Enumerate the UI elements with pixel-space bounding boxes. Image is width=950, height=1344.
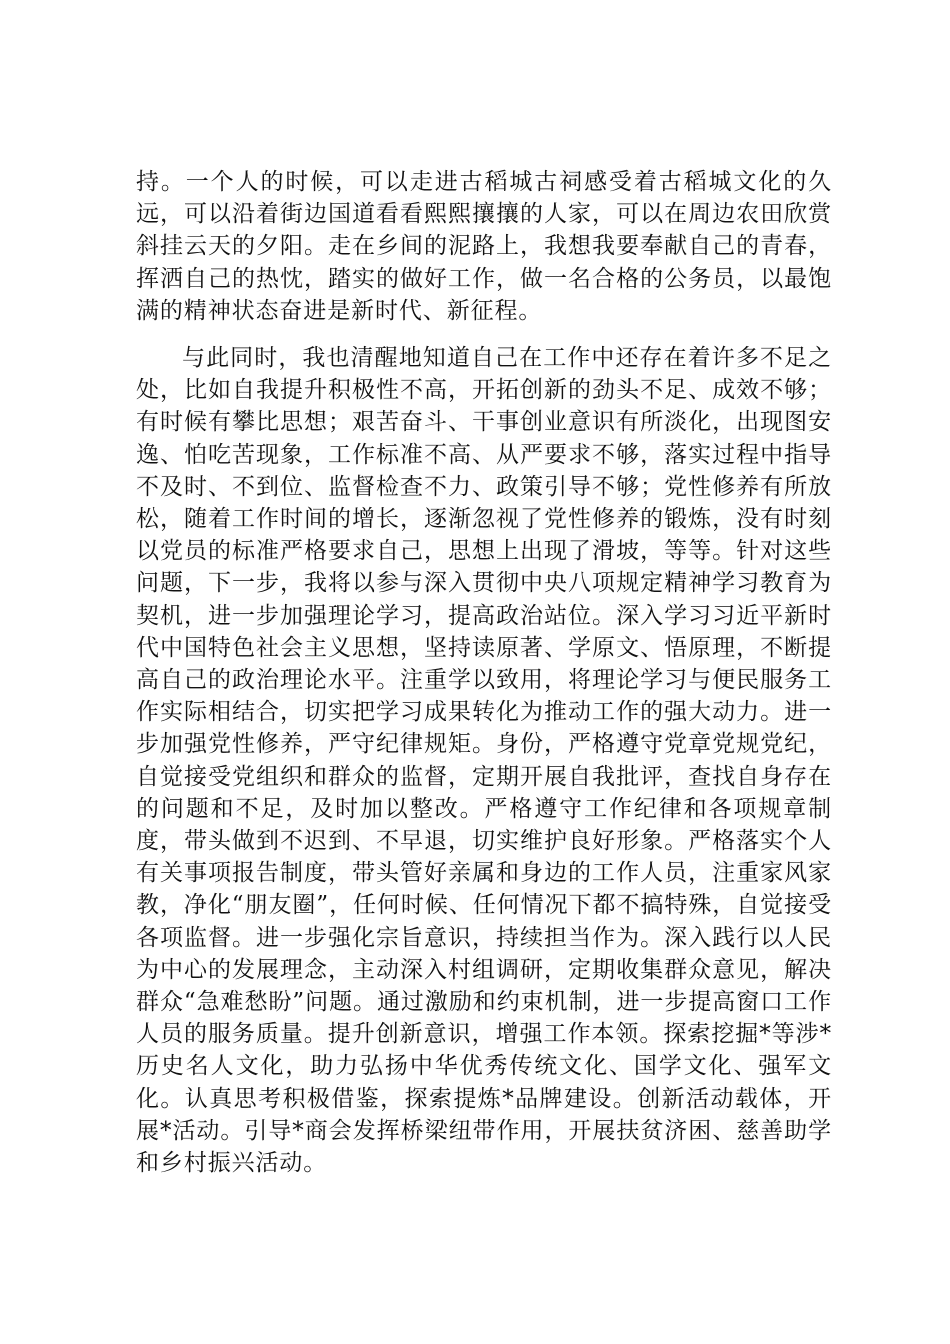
paragraph-main: 与此同时，我也清醒地知道自己在工作中还存在着许多不足之处，比如自我提升积极性不高，开拓创新的劲头不足、成效不够；有时候有攀比思想；艰苦奋斗、干事创业意识有所淡化，出现图安逸、怕吃苦现象，工作标准不高、从严要求不够，落实过程中指导不及时、不到位、监督检查不力、政策引导不够；党性修养有所放松，随着工作时间的增长，逐渐忽视了党性修养的锻炼，没有时刻以党员的标准严格要求自己，思想上出现了滑坡，等等。针对这些问题，下一步，我将以参与深入贯彻中央八项规定精神学习教育为契机，进一步加强理论学习，提高政治站位。深入学习习近平新时代中国特色社会主义思想，坚持读原著、学原文、悟原理，不断提高自己的政治理论水平。注重学以致用，将理论学习与便民服务工作实际相结合，切实把学习成果转化为推动工作的强大动力。进一步加强党性修养，严守纪律规矩。身份，严格遵守党章党规党纪，自觉接受党组织和群众的监督，定期开展自我批评，查找自身存在的问题和不足，及时加以整改。严格遵守工作纪律和各项规章制度，带头做到不迟到、不早退，切实维护良好形象。严格落实个人有关事项报告制度，带头管好亲属和身边的工作人员，注重家风家教，净化“朋友圈”，任何时候、任何情况下都不搞特殊，自觉接受各项监督。进一步强化宗旨意识，持续担当作为。深入践行以人民为中心的发展理念，主动深入村组调研，定期收集群众意见，解决群众“急难愁盼”问题。通过激励和约束机制，进一步提高窗口工作人员的服务质量。提升创新意识，增强工作本领。探索挖掘*等涉*历史名人文化，助力弘扬中华优秀传统文化、国学文化、强军文化。认真思考积极借鉴，探索提炼*品牌建设。创新活动载体，开展*活动。引导*商会发挥桥梁纽带作用，开展扶贫济困、慈善助学和乡村振兴活动。: [136, 345, 832, 1177]
paragraph-continuation: 持。一个人的时候，可以走进古稻城古祠感受着古稻城文化的久远，可以沿着街边国道看看熙熙攘攘的人家，可以在周边农田欣赏斜挂云天的夕阳。走在乡间的泥路上，我想我要奉献自己的青春，挥洒自己的热忱，踏实的做好工作，做一名合格的公务员，以最饱满的精神状态奋进是新时代、新征程。: [136, 169, 832, 324]
